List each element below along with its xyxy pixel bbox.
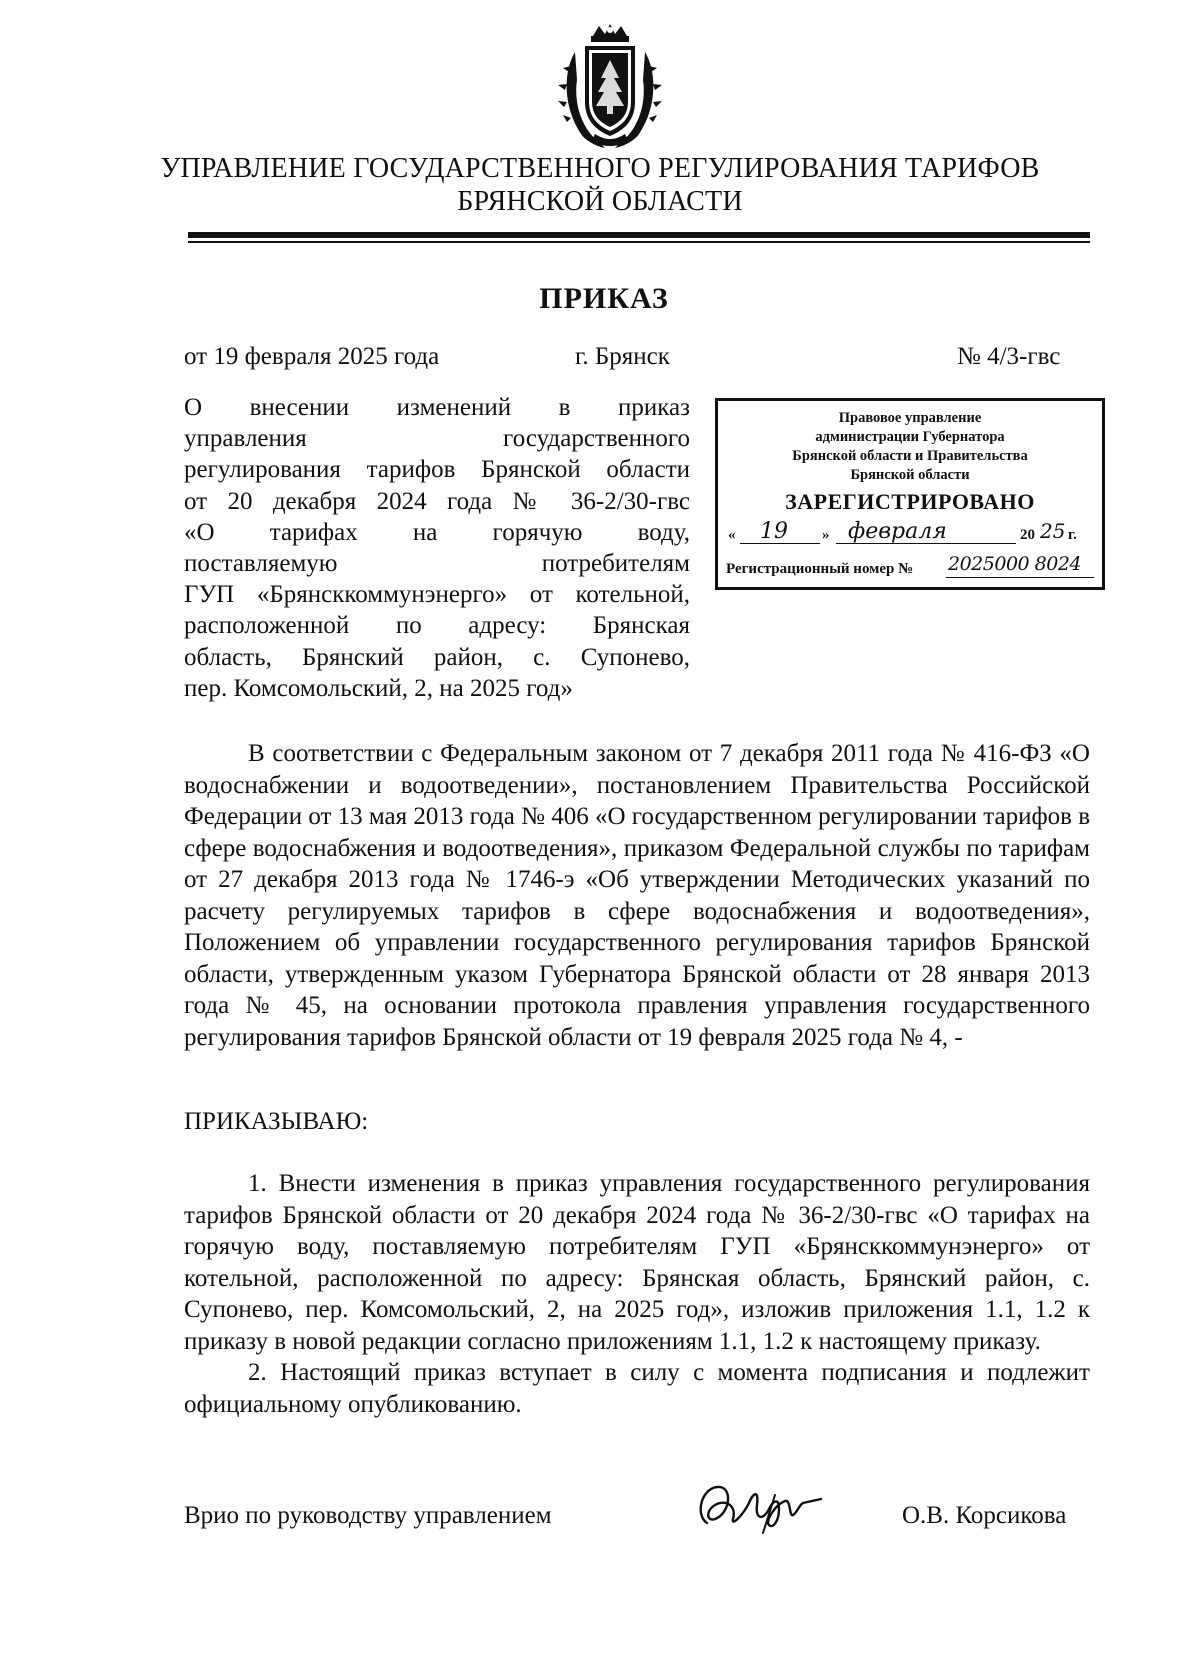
stamp-close-quote: » xyxy=(822,527,830,543)
stamp-month-underline xyxy=(836,543,1016,544)
stamp-registered-label: ЗАРЕГИСТРИРОВАНО xyxy=(785,489,1035,514)
bryansk-coat-of-arms-icon xyxy=(555,22,665,150)
stamp-registration-number xyxy=(718,553,1102,583)
subject-line: управления государственного xyxy=(184,425,690,453)
document-date: от 19 февраля 2025 года xyxy=(184,343,440,370)
subject-line: область, Брянский район, с. Супонево, xyxy=(184,643,690,671)
order-item-2: 2. Настоящий приказ вступает в силу с момента подписания и подлежит официальному опубликованию. xyxy=(184,1359,1090,1418)
order-item-1: 1. Внести изменения в приказ управления государственного регулирования тарифов Брянской области от 20 декабря 2024 года № 36-2/30-гвс «О тарифах на горячую воду, поставляемую потребителям ГУП «Брянсккоммунэнерго» от котельной, расположенной по адресу: Брянская область, Брянский район, с. Супонево, пер. Комсомольский, 2, на 2025 год», изложив приложения 1.1, 1.2 к приказу в новой редакции согласно приложениям 1.1, 1.2 к настоящему приказу. xyxy=(184,1170,1090,1355)
document-subject xyxy=(184,392,690,704)
subject-line: ГУП «Брянсккоммунэнерго» от котельной, xyxy=(184,581,690,609)
stamp-date xyxy=(718,521,1102,551)
stamp-day: 19 xyxy=(760,519,788,544)
stamp-line: Правовое управление xyxy=(838,410,982,426)
document-number: № 4/3-гвс xyxy=(957,343,1061,370)
stamp-year-unit: г. xyxy=(1068,527,1077,543)
subject-line: расположенной по адресу: Брянская xyxy=(184,612,690,640)
signer-title: Врио по руководству управлением xyxy=(184,1502,552,1529)
stamp-open-quote: « xyxy=(728,527,736,543)
stamp-line: Брянской области и Правительства xyxy=(792,448,1028,464)
subject-line: регулирования тарифов Брянской области xyxy=(184,456,690,484)
stamp-year-prefix: 20 xyxy=(1020,527,1035,543)
organization-name xyxy=(150,152,1050,218)
order-items xyxy=(184,1168,1090,1420)
stamp-regnum-value: 2025000 8024 xyxy=(948,553,1082,575)
subject-line: «О тарифах на горячую воду, xyxy=(184,518,690,546)
stamp-line: Брянской области xyxy=(850,467,970,483)
stamp-line: администрации Губернатора xyxy=(815,429,1005,445)
header-divider-thick xyxy=(188,232,1090,238)
organization-name-line2: БРЯНСКОЙ ОБЛАСТИ xyxy=(457,186,743,217)
stamp-regnum-label: Регистрационный номер № xyxy=(726,561,914,577)
document-city: г. Брянск xyxy=(575,343,670,370)
stamp-regnum-underline xyxy=(946,577,1094,578)
stamp-year-suffix: 25 xyxy=(1040,519,1066,543)
signer-name: О.В. Корсикова xyxy=(902,1502,1067,1529)
subject-line: от 20 декабря 2024 года № 36-2/30-гвс xyxy=(184,487,690,515)
handwritten-signature-icon xyxy=(693,1475,833,1537)
subject-line: пер. Комсомольский, 2, на 2025 год» xyxy=(184,674,573,702)
subject-line: О внесении изменений в приказ xyxy=(184,394,690,421)
header-divider-thin xyxy=(188,241,1090,243)
subject-line: поставляемую потребителям xyxy=(184,550,690,578)
document-title: ПРИКАЗ xyxy=(539,282,669,315)
stamp-month: февраля xyxy=(848,519,947,544)
registration-stamp xyxy=(715,398,1105,590)
preamble-paragraph: В соответствии с Федеральным законом от 7 декабря 2011 года № 416-ФЗ «О водоснабжении и водоотведении», постановлением Правительства Российской Федерации от 13 мая 2013 года № 406 «О государственном регулировании тарифов в сфере водоснабжения и водоотведения», приказом Федеральной службы по тарифам от 27 декабря 2013 года № 1746-э «Об утверждении Методических указаний по расчету регулируемых тарифов в сфере водоснабжения и водоотведения», Положением об управлении государственного регулирования тарифов Брянской области, утвержденным указом Губернатора Брянской области от 28 января 2013 года № 45, на основании протокола правления управления государственного регулирования тарифов Брянской области от 19 февраля 2025 года № 4, - xyxy=(184,740,1091,1051)
order-word: ПРИКАЗЫВАЮ: xyxy=(184,1108,369,1135)
stamp-day-underline xyxy=(740,543,820,544)
organization-name-line1: УПРАВЛЕНИЕ ГОСУДАРСТВЕННОГО РЕГУЛИРОВАНИЯ ТАРИФОВ xyxy=(160,153,1040,184)
